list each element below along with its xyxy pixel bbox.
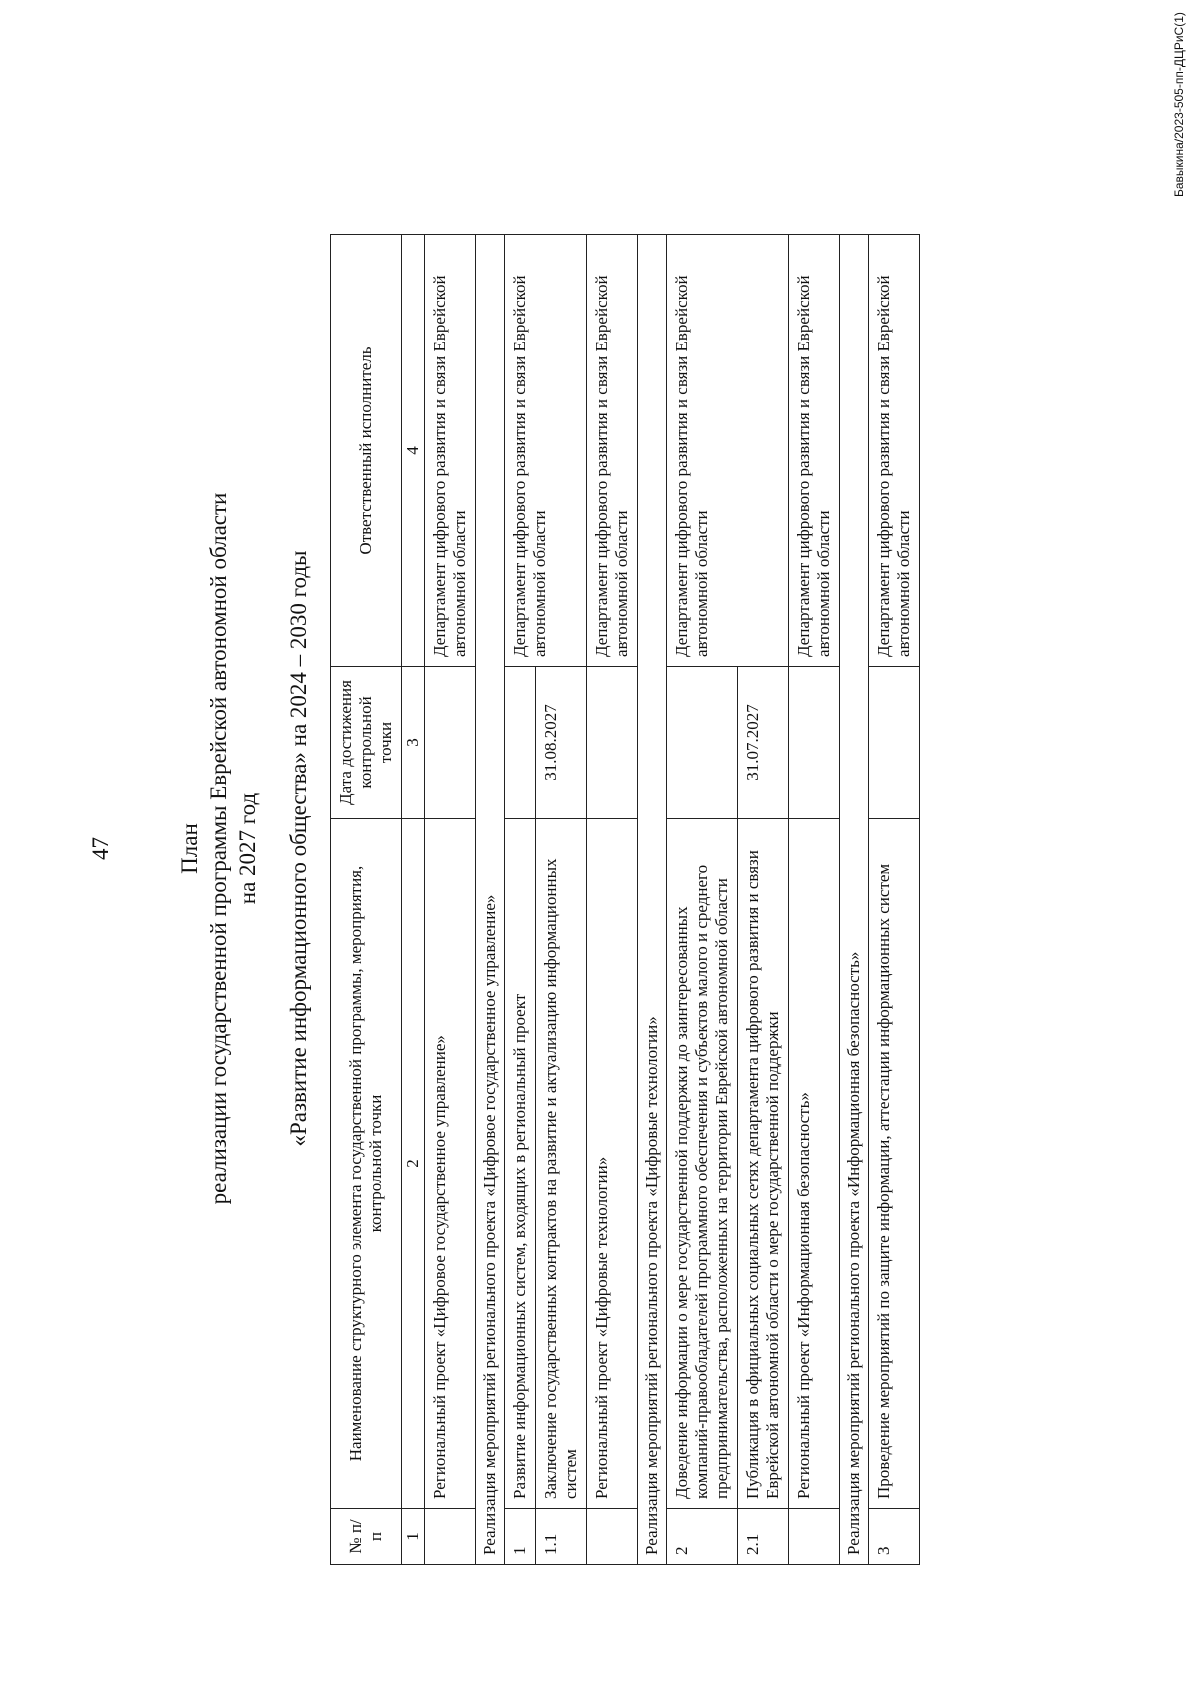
table-row bbox=[505, 235, 536, 1565]
row-executor: Департамент цифрового развития и связи Еврейской автономной области bbox=[425, 235, 476, 667]
row-name: Региональный проект «Цифровые технологии» bbox=[587, 819, 638, 1509]
document-footer-code: Бавыкина/2023-505-пп-ДЦРиС(1) bbox=[1172, 12, 1186, 197]
row-name: Региональный проект «Информационная безопасность» bbox=[789, 819, 840, 1509]
column-number-row bbox=[402, 235, 425, 1565]
row-name: Региональный проект «Цифровое государственное управление» bbox=[425, 819, 476, 1509]
header-executor: Ответственный исполнитель bbox=[331, 235, 402, 667]
section-title: Реализация мероприятий регионального проекта «Цифровое государственное управление» bbox=[476, 235, 505, 1565]
row-number bbox=[789, 1509, 840, 1565]
column-number: 4 bbox=[402, 235, 425, 667]
section-title: Реализация мероприятий регионального проекта «Цифровые технологии» bbox=[638, 235, 667, 1565]
column-number: 2 bbox=[402, 819, 425, 1509]
row-number: 1.1 bbox=[536, 1509, 587, 1565]
column-number: 1 bbox=[402, 1509, 425, 1565]
row-number: 2.1 bbox=[738, 1509, 789, 1565]
row-name: Развитие информационных систем, входящих в региональный проект bbox=[505, 819, 536, 1509]
title-line-year: на 2027 год bbox=[235, 792, 260, 905]
title-line-program: реализации государственной программы Еврейской автономной области bbox=[206, 492, 231, 1205]
table-body bbox=[402, 235, 920, 1565]
plan-table bbox=[330, 234, 920, 1565]
row-date: 31.08.2027 bbox=[536, 667, 587, 819]
row-name: Проведение мероприятий по защите информации, аттестации информационных систем bbox=[869, 819, 920, 1509]
table-row bbox=[869, 235, 920, 1565]
header-name: Наименование структурного элемента государственной программы, мероприятия, контрольной точки bbox=[331, 819, 402, 1509]
row-name: Доведение информации о мере государственной поддержки до заинтересованных компаний-правообладателей программного обеспечения и субъектов малого и среднего предпринимательства, расположенных на территории Еврейской автономной области bbox=[667, 819, 738, 1509]
row-number: 3 bbox=[869, 1509, 920, 1565]
table-section-row bbox=[638, 235, 667, 1565]
section-title: Реализация мероприятий регионального проекта «Информационная безопасность» bbox=[840, 235, 869, 1565]
row-number bbox=[587, 1509, 638, 1565]
header-date: Дата достижения контрольной точки bbox=[331, 667, 402, 819]
page-number: 47 bbox=[88, 837, 113, 860]
table-section-row bbox=[840, 235, 869, 1565]
row-executor: Департамент цифрового развития и связи Еврейской автономной области bbox=[587, 235, 638, 667]
title-line-program-name: «Развитие информационного общества» на 2024 – 2030 годы bbox=[286, 550, 311, 1147]
title-line-plan: План bbox=[177, 823, 202, 874]
row-executor: Департамент цифрового развития и связи Еврейской автономной области bbox=[667, 235, 789, 667]
column-number: 3 bbox=[402, 667, 425, 819]
row-date bbox=[425, 667, 476, 819]
row-date bbox=[505, 667, 536, 819]
row-date: 31.07.2027 bbox=[738, 667, 789, 819]
row-number: 2 bbox=[667, 1509, 738, 1565]
header-number: № п/п bbox=[331, 1509, 402, 1565]
table-row bbox=[587, 235, 638, 1565]
table-section-row bbox=[476, 235, 505, 1565]
row-name: Публикация в официальных социальных сетях департамента цифрового развития и связи Еврейской автономной области о мере государственной поддержки bbox=[738, 819, 789, 1509]
row-executor: Департамент цифрового развития и связи Еврейской автономной области bbox=[869, 235, 920, 667]
row-number: 1 bbox=[505, 1509, 536, 1565]
table-header-row bbox=[331, 235, 402, 1565]
row-executor: Департамент цифрового развития и связи Еврейской автономной области bbox=[505, 235, 587, 667]
table-row bbox=[667, 235, 738, 1565]
row-date bbox=[587, 667, 638, 819]
row-date bbox=[667, 667, 738, 819]
row-number bbox=[425, 1509, 476, 1565]
row-date bbox=[789, 667, 840, 819]
table-row bbox=[789, 235, 840, 1565]
row-executor: Департамент цифрового развития и связи Еврейской автономной области bbox=[789, 235, 840, 667]
document-title bbox=[175, 0, 313, 1697]
row-name: Заключение государственных контрактов на развитие и актуализацию информационных систем bbox=[536, 819, 587, 1509]
table-row bbox=[425, 235, 476, 1565]
row-date bbox=[869, 667, 920, 819]
